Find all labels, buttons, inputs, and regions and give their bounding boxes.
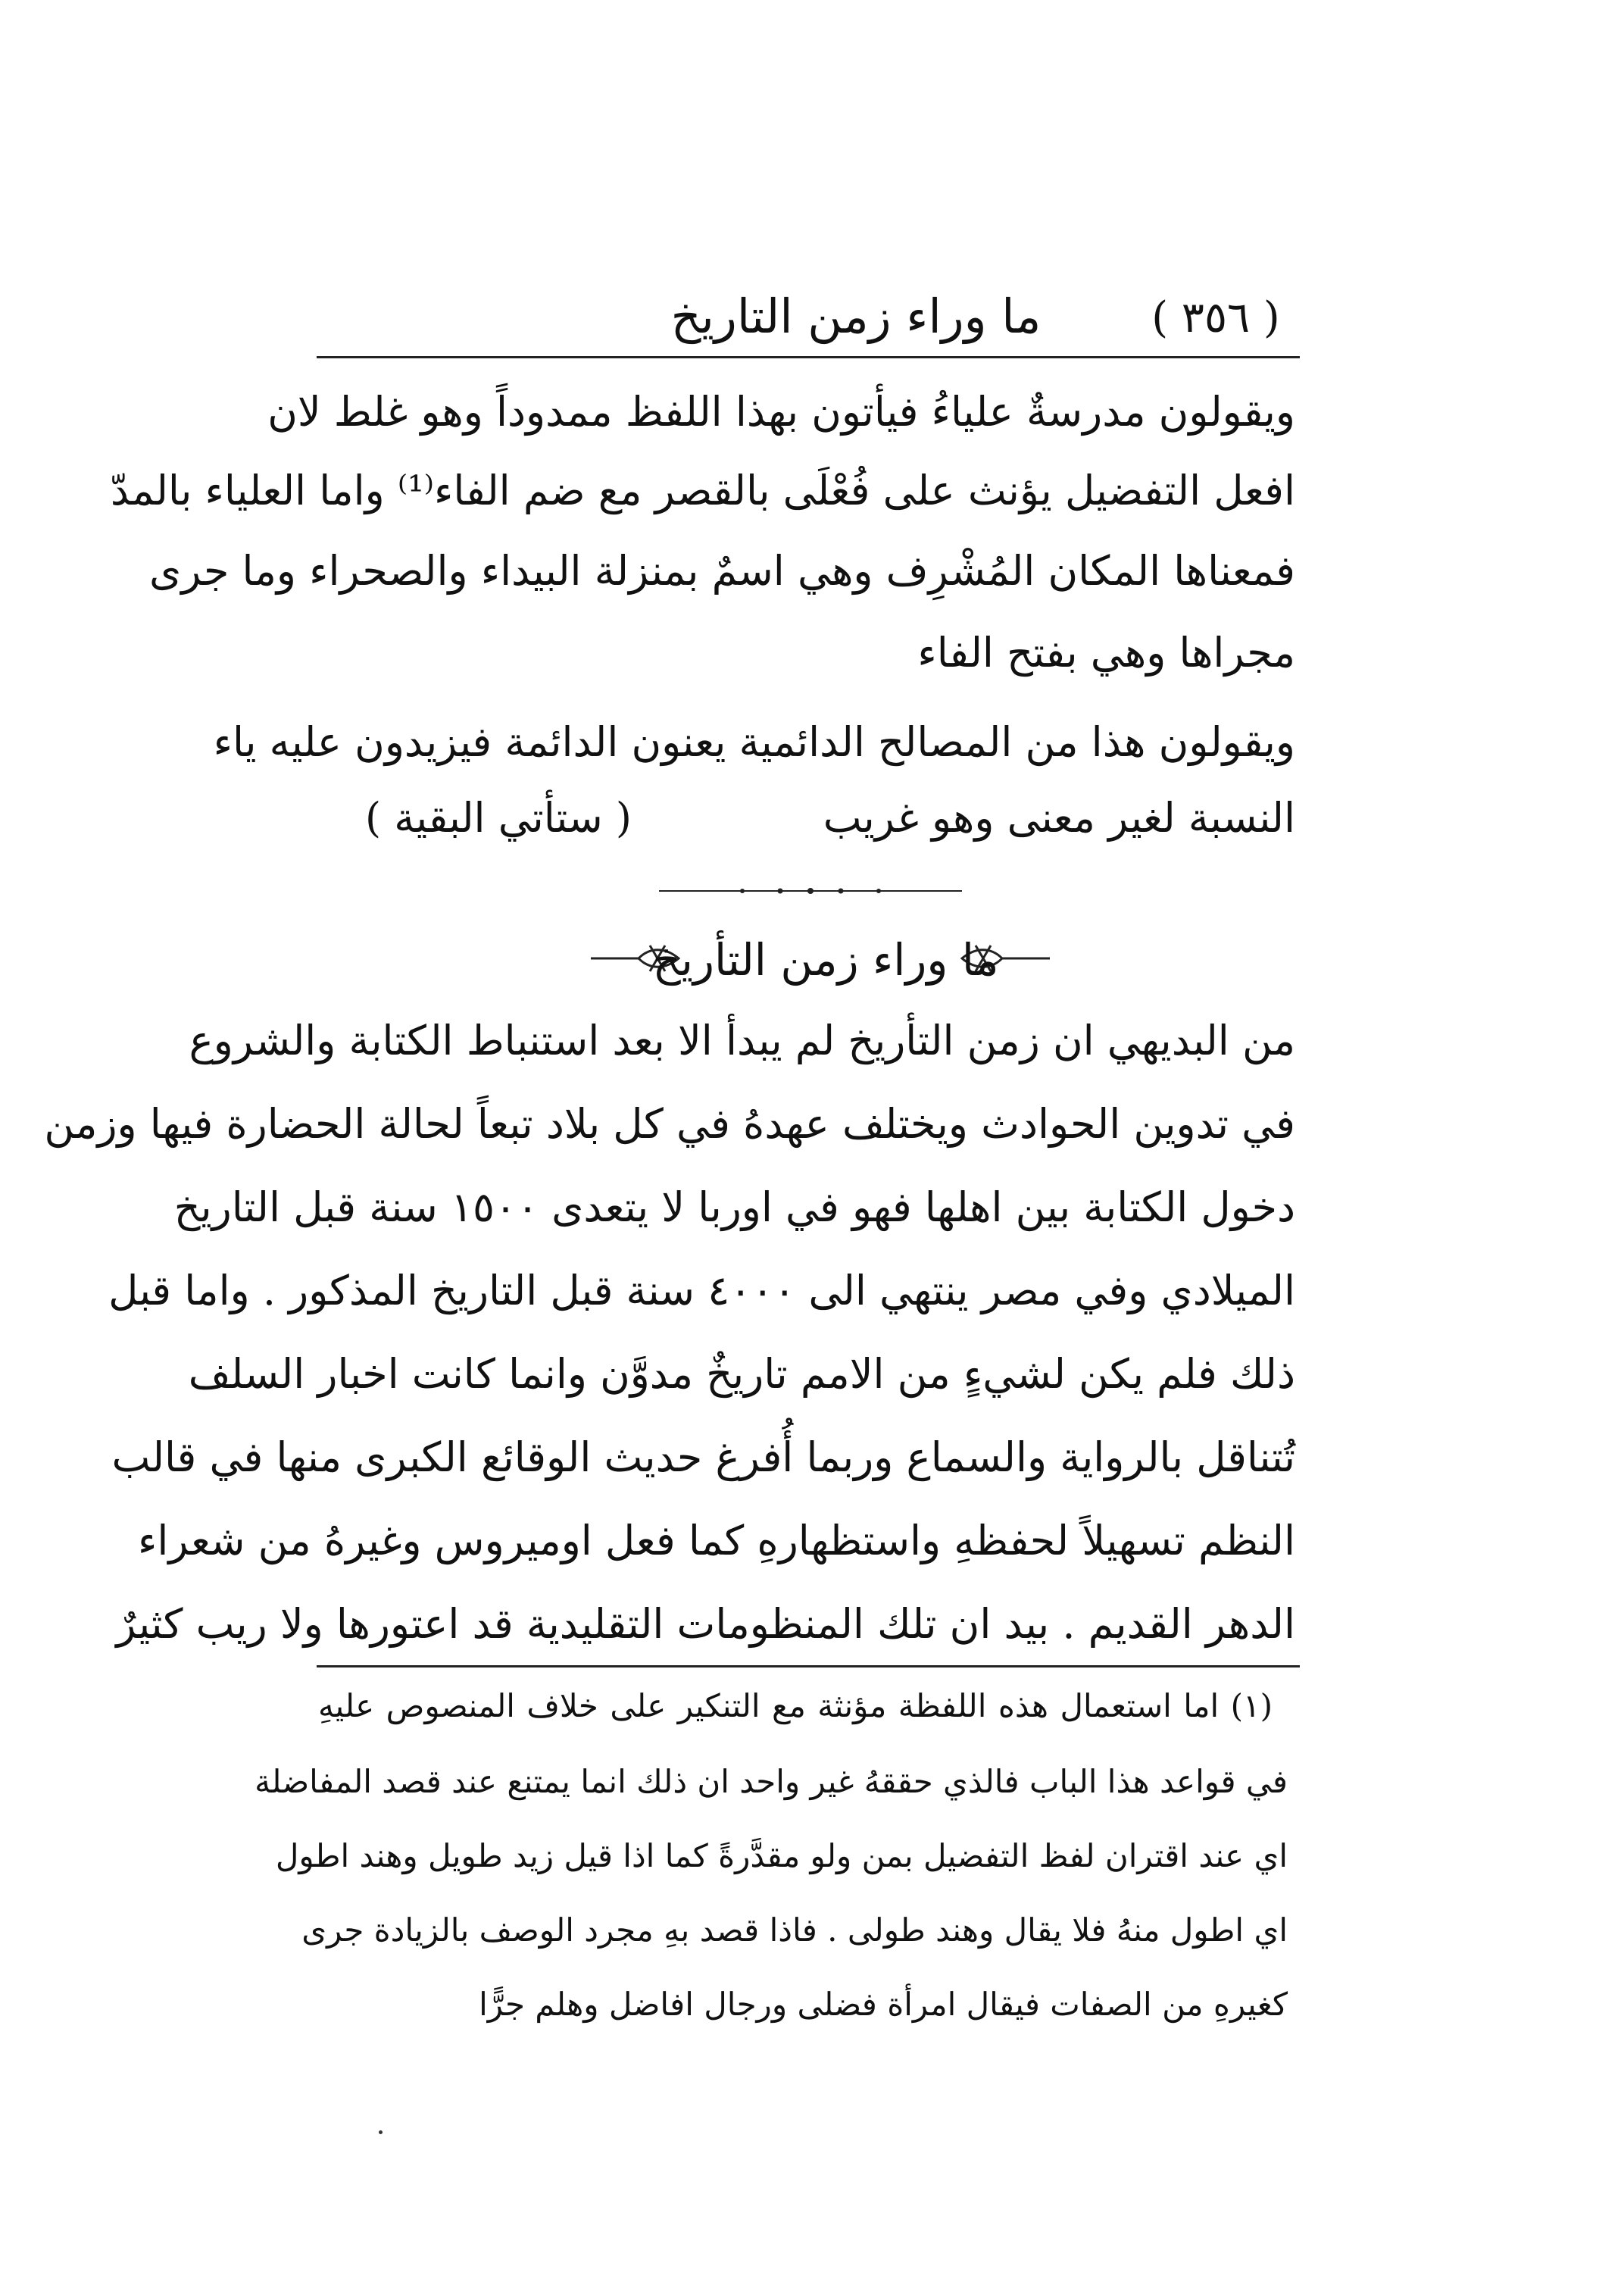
body-line: افعل التفضيل يؤنث على فُعْلَى بالقصر مع ضم الفاء⁽¹⁾ واما العلياء بالمدّ	[110, 467, 1295, 514]
body-line: النظم تسهيلاً لحفظهِ واستظهارهِ كما فعل اوميروس وغيرهُ من شعراء	[137, 1517, 1295, 1564]
body-line: في تدوين الحوادث ويختلف عهدهُ في كل بلاد تبعاً لحالة الحضارة فيها وزمن	[44, 1100, 1295, 1148]
header-rule	[317, 356, 1300, 358]
body-line: مجراها وهي بفتح الفاء	[917, 629, 1295, 677]
body-line: ويقولون هذا من المصالح الدائمية يعنون الدائمة فيزيدون عليه ياء	[213, 718, 1295, 766]
body-line: تُتناقل بالرواية والسماع وربما أُفرغ حديث الوقائع الكبرى منها في قالب	[111, 1433, 1295, 1481]
section-divider	[659, 885, 962, 897]
footnote-rule	[317, 1665, 1300, 1667]
body-line: الميلادي وفي مصر ينتهي الى ٤٠٠٠ سنة قبل التاريخ المذكور . واما قبل	[108, 1267, 1295, 1314]
page-number: ( ٣٥٦ )	[1151, 293, 1280, 342]
stray-mark	[379, 2130, 383, 2134]
body-line: ويقولون مدرسةٌ علياءُ فيأتون بهذا اللفظ ممدوداً وهو غلط لان	[267, 388, 1295, 436]
footnote-line: كغيرهِ من الصفات فيقال امرأة فضلى ورجال افاضل وهلم جرًّا	[479, 1986, 1288, 2023]
body-line-short: النسبة لغير معنى وهو غريب	[823, 794, 1295, 842]
section-title: ما وراء زمن التأريخ	[652, 934, 999, 986]
footnote-line: اي عند اقتران لفظ التفضيل بمن ولو مقدَّرةً كما اذا قيل زيد طويل وهند اطول	[275, 1837, 1288, 1874]
running-title: ما وراء زمن التاريخ	[670, 289, 1042, 344]
footnote-line: (١) اما استعمال هذه اللفظة مؤنثة مع التنكير على خلاف المنصوص عليهِ	[318, 1687, 1273, 1724]
footnote-line: في قواعد هذا الباب فالذي حققهُ غير واحد ان ذلك انما يمتنع عند قصد المفاضلة	[255, 1763, 1288, 1800]
body-line: من البديهي ان زمن التأريخ لم يبدأ الا بعد استنباط الكتابة والشروع	[189, 1017, 1295, 1064]
footnote-line: اي اطول منهُ فلا يقال وهند طولى . فاذا قصد بهِ مجرد الوصف بالزيادة جرى	[301, 1911, 1288, 1949]
body-line: فمعناها المكان المُشْرِف وهي اسمٌ بمنزلة البيداء والصحراء وما جرى	[148, 547, 1295, 595]
body-line: الدهر القديم . بيد ان تلك المنظومات التقليدية قد اعتورها ولا ريب كثيرٌ	[116, 1600, 1295, 1648]
body-line: دخول الكتابة بين اهلها فهو في اوربا لا يتعدى ١٥٠٠ سنة قبل التاريخ	[173, 1183, 1295, 1231]
body-line: ذلك فلم يكن لشيءٍ من الامم تاريخٌ مدوَّن وانما كانت اخبار السلف	[188, 1350, 1295, 1398]
continuation-note: ( ستأتي البقية )	[365, 794, 632, 842]
